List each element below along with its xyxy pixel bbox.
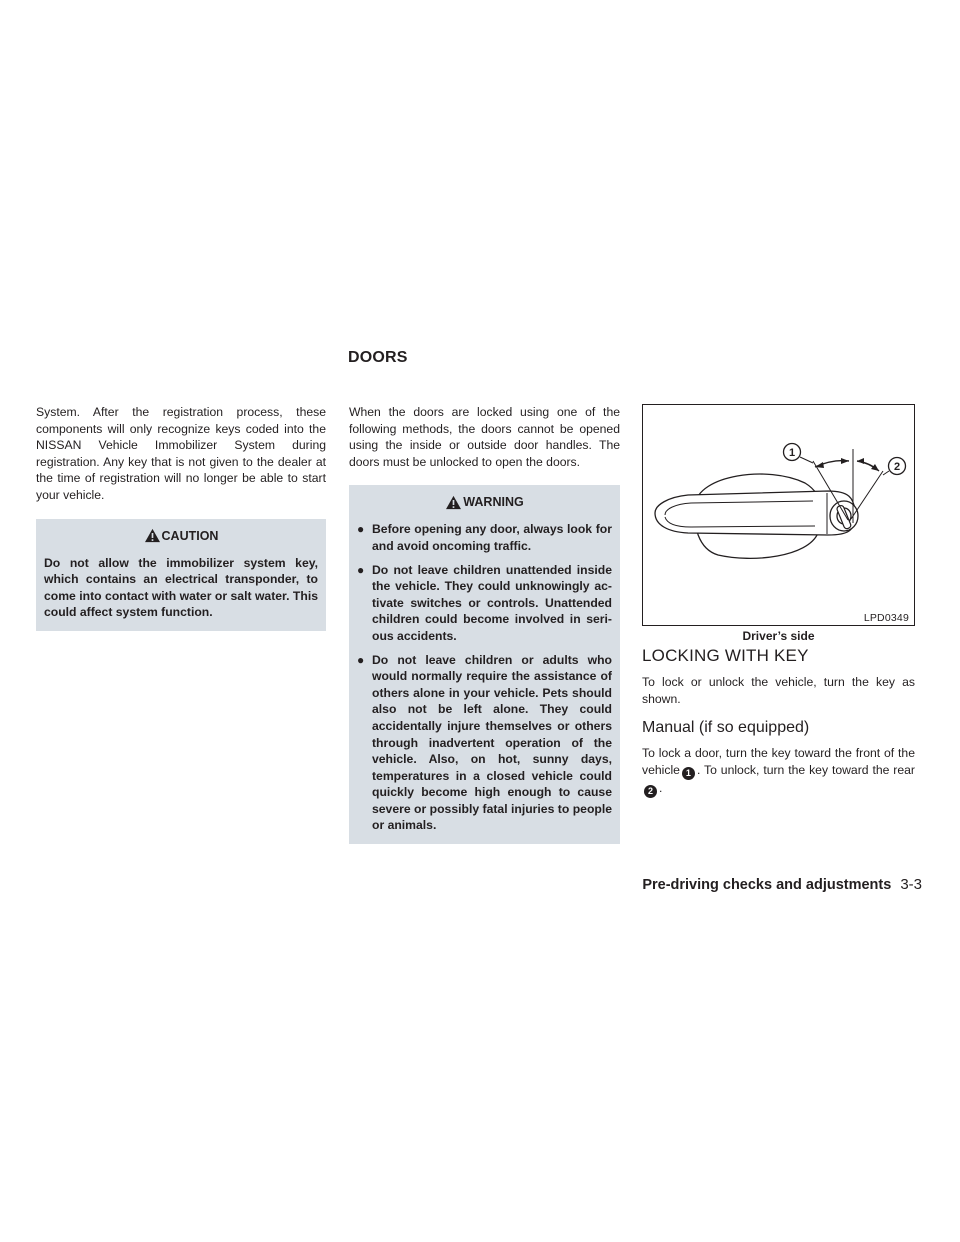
warning-triangle-icon: [144, 528, 161, 543]
section-title: DOORS: [348, 349, 408, 366]
page-number: 3-3: [900, 876, 922, 893]
manual-heading: Manual (if so equipped): [642, 719, 810, 737]
warning-heading: [357, 493, 612, 511]
warning-label: WARNING: [463, 495, 524, 510]
callout-2-label: 2: [893, 461, 901, 473]
bullet-icon: ●: [357, 522, 365, 537]
bullet-icon: ●: [357, 562, 365, 577]
figure-caption: Driver’s side: [742, 629, 815, 643]
list-item: [357, 562, 612, 645]
locking-with-key-heading: LOCKING WITH KEY: [642, 646, 809, 665]
figure-code: LPD0349: [863, 612, 909, 624]
list-item: [357, 521, 612, 554]
manual-text-a: To lock a door, turn the key toward the front of the vehicle: [642, 746, 915, 777]
warning-triangle-icon: [445, 495, 462, 510]
caution-heading: [44, 527, 318, 545]
warning-item-1: Before opening any door, always look for and avoid oncoming traffic.: [372, 522, 612, 553]
caution-text: Do not allow the immobilizer system key, which contains an electrical transponder, to come into contact with water or salt water. This could affect system function.: [44, 555, 318, 620]
footer-section-title: Pre-driving checks and adjustments: [642, 877, 892, 893]
locking-intro-paragraph: When the doors are locked using one of the following methods, the doors cannot be opened using the inside or outside door handles. The doors must be unlocked to open the doors.: [349, 405, 620, 469]
manual-text-b: . To unlock, turn the key toward the rear: [696, 762, 915, 777]
warning-list: [357, 521, 612, 834]
column-middle: [349, 404, 620, 844]
marker-1-icon: 1: [682, 767, 695, 780]
door-handle-illustration: [643, 405, 914, 625]
callout-1-label: 1: [788, 447, 796, 459]
warning-box: [349, 485, 620, 844]
list-item: [357, 652, 612, 835]
warning-item-3: Do not leave children or adults who would normally require the assistance of others alone in your vehicle. Pets should also not be left alone. They could accidentally injure themselves or others through inadvertent operation of the vehicle. Also, on hot, sunny days, temperatures in a closed vehicle could quickly become high enough to cause severe or possibly fatal injuries to people or animals.: [372, 652, 612, 833]
locking-with-key-paragraph: To lock or unlock the vehicle, turn the key as shown.: [642, 675, 915, 706]
door-handle-figure: [642, 404, 915, 626]
page-footer: [642, 876, 922, 893]
caution-box: [36, 519, 326, 631]
bullet-icon: ●: [357, 652, 365, 667]
manual-text-c: .: [659, 780, 663, 795]
caution-label: CAUTION: [161, 528, 219, 543]
column-right: [642, 404, 915, 798]
warning-item-2: Do not leave children unattended inside the vehicle. They could unknowingly ac-tivate switches or controls. Unattended children could become involved in seri-ous accidents.: [372, 562, 612, 643]
immobilizer-paragraph: System. After the registration process, these components will only recognize keys coded into the NISSAN Vehicle Immobilizer System during registration. Any key that is not given to the dealer at the time of registration will no longer be able to start your vehicle.: [36, 405, 326, 502]
column-left: [36, 404, 326, 631]
marker-2-icon: 2: [644, 785, 657, 798]
manual-paragraph: [642, 745, 915, 798]
